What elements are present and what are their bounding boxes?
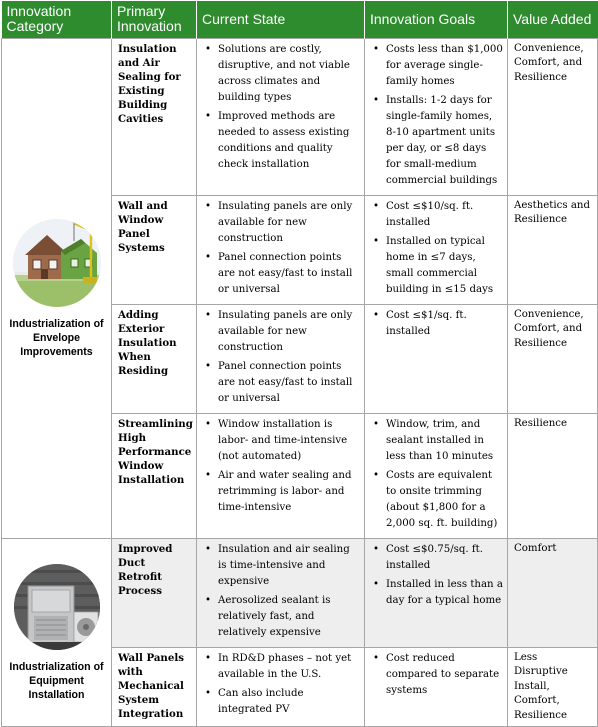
value-added-cell: Comfort [508,538,598,647]
primary-innovation-cell: Streamlining High Performance Window Installation [112,413,197,538]
value-added-cell: Resilience [508,413,598,538]
list-item: • Installed in less than a day for a typical home [370,577,503,609]
innovation-goals-cell [365,413,508,538]
list-item: • Cost ≤$10/sq. ft. installed [370,199,503,231]
list-item: • Solutions are costly, disruptive, and not viable across climates and building types [202,42,360,106]
innovation-table [1,1,598,727]
value-added-cell: Aesthetics and Resilience [508,195,598,304]
current-state-cell [197,38,365,195]
header-innovation-goals: Innovation Goals [365,1,508,38]
list-item: • Installed on typical home in ≤7 days, small commercial building in ≤15 days [370,234,503,298]
current-state-cell [197,647,365,727]
table-row [2,538,598,647]
header-value-added: Value Added [508,1,598,38]
list-item: • Cost reduced compared to separate systems [370,651,503,699]
current-state-cell [197,413,365,538]
innovation-goals-cell [365,195,508,304]
list-item: • Air and water sealing and retrimming is labor- and time-intensive [202,468,360,516]
header-row [2,1,598,38]
header-innovation-category: Innovation Category [2,1,112,38]
innovation-goals-cell [365,38,508,195]
category-label: Industrialization of Envelope Improvements [9,318,104,358]
innovation-goals-cell [365,538,508,647]
list-item: • Costs less than $1,000 for average single-family homes [370,42,503,90]
list-item: • Costs are equivalent to onsite trimming (about $1,800 for a 2,000 sq. ft. building) [370,468,503,532]
house-with-crane-illustration [11,217,103,309]
list-item: • Aerosolized sealant is relatively fast, and relatively expensive [202,593,360,641]
category-cell-equipment [2,538,112,727]
list-item: • Insulation and air sealing is time-intensive and expensive [202,542,360,590]
value-added-cell: Convenience, Comfort, and Resilience [508,38,598,195]
primary-innovation-cell: Adding Exterior Insulation When Residing [112,304,197,413]
list-item: • Insulating panels are only available for new construction [202,199,360,247]
header-primary-innovation: Primary Innovation [112,1,197,38]
innovation-goals-cell [365,304,508,413]
primary-innovation-cell: Wall Panels with Mechanical System Integration [112,647,197,727]
list-item: • Improved methods are needed to assess existing conditions and quality check installation [202,109,360,173]
current-state-cell [197,304,365,413]
list-item: • Cost ≤$0.75/sq. ft. installed [370,542,503,574]
header-current-state: Current State [197,1,365,38]
value-added-cell: Convenience, Comfort, and Resilience [508,304,598,413]
category-cell-envelope [2,38,112,538]
current-state-cell [197,195,365,304]
list-item: • Window, trim, and sealant installed in less than 10 minutes [370,417,503,465]
hvac-unit-illustration [12,562,102,652]
current-state-cell [197,538,365,647]
innovation-goals-cell [365,647,508,727]
list-item: • Can also include integrated PV [202,686,360,718]
primary-innovation-cell: Wall and Window Panel Systems [112,195,197,304]
primary-innovation-cell: Insulation and Air Sealing for Existing Building Cavities [112,38,197,195]
primary-innovation-cell: Improved Duct Retrofit Process [112,538,197,647]
category-label: Industrialization of Equipment Installation [9,661,104,702]
list-item: • Panel connection points are not easy/fast to install or universal [202,359,360,407]
list-item: • Insulating panels are only available for new construction [202,308,360,356]
list-item: • Cost ≤$1/sq. ft. installed [370,308,503,340]
list-item: • In RD&D phases – not yet available in the U.S. [202,651,360,683]
table-row [2,38,598,195]
list-item: • Installs: 1-2 days for single-family homes, 8-10 apartment units per day, or ≤8 days for small-medium commercial buildings [370,93,503,189]
list-item: • Window installation is labor- and time-intensive (not automated) [202,417,360,465]
list-item: • Panel connection points are not easy/fast to install or universal [202,250,360,298]
value-added-cell: Less Disruptive Install, Comfort, Resilience [508,647,598,727]
